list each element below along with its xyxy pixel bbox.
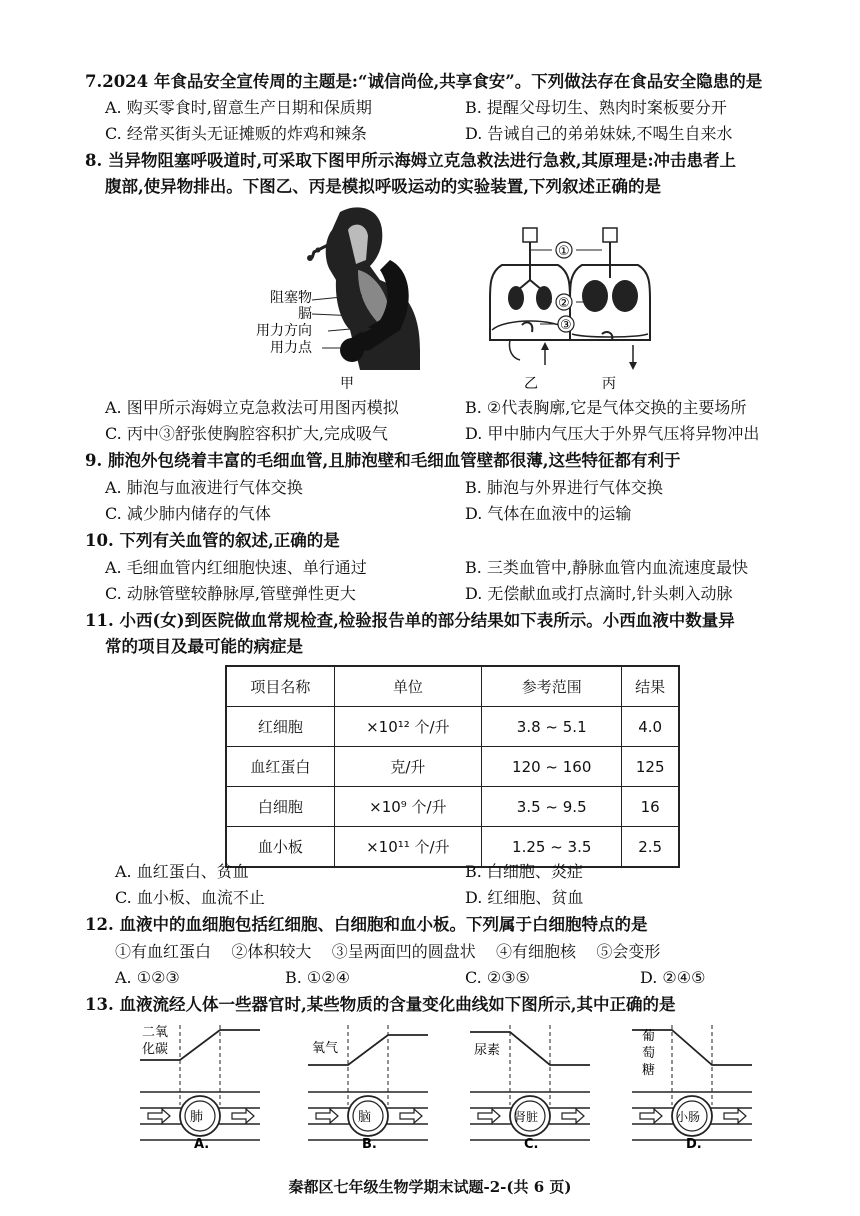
panel-a [140,1025,260,1150]
label-force-direction: 用力方向 [256,323,312,339]
q12-option-a: A. ①②③ [115,968,180,987]
q7-option-d: D. 告诫自己的弟弟妹妹,不喝生自来水 [465,124,733,143]
table-cell: 4.0 [622,707,679,747]
panel-d-letter: D. [686,1137,702,1150]
table-row [226,747,679,787]
q9-option-d: D. 气体在血液中的运输 [465,504,632,523]
table-cell: ×10¹¹ 个/升 [334,827,481,868]
panel-c [470,1025,590,1150]
panel-b-letter: B. [362,1137,377,1150]
panel-a-letter: A. [194,1137,210,1150]
q8-stem-line2: 腹部,使异物排出。下图乙、丙是模拟呼吸运动的实验装置,下列叙述正确的是 [105,177,661,196]
panel-a-organ: 肺 [190,1110,204,1125]
q10-option-c: C. 动脉管壁较静脉厚,管壁弹性更大 [105,584,356,603]
table-cell: 120 ~ 160 [482,747,622,787]
panel-c-letter: C. [524,1137,539,1150]
q11-option-c: C. 血小板、血流不止 [115,888,265,907]
q10-option-a: A. 毛细血管内红细胞快速、单行通过 [105,558,367,577]
q7-option-b: B. 提醒父母切生、熟肉时案板要分开 [465,98,727,117]
label-yi: 乙 [524,376,538,392]
table-cell: 125 [622,747,679,787]
table-cell: 2.5 [622,827,679,868]
q11-option-a: A. 血红蛋白、贫血 [115,862,249,881]
label-bing: 丙 [602,376,616,392]
callout-3: ③ [560,318,572,333]
q11-option-d: D. 红细胞、贫血 [465,888,584,907]
panel-b-substance: 氧气 [312,1041,339,1056]
table-cell: 1.25 ~ 3.5 [482,827,622,868]
q10-option-b: B. 三类血管中,静脉血管内血流速度最快 [465,558,749,577]
table-cell: 3.5 ~ 9.5 [482,787,622,827]
q8-option-b: B. ②代表胸廓,它是气体交换的主要场所 [465,398,747,417]
page-footer: 秦都区七年级生物学期末试题-2-(共 6 页) [288,1178,572,1196]
q9-stem: 9. 肺泡外包绕着丰富的毛细血管,且肺泡壁和毛细血管壁都很薄,这些特征都有利于 [85,451,681,470]
table-header-row [226,666,679,707]
table-cell: 克/升 [334,747,481,787]
q9-option-a: A. 肺泡与血液进行气体交换 [105,478,303,497]
bell-jar-bing [570,228,650,392]
panel-c-organ: 肾脏 [514,1110,539,1124]
q12-items: ①有血红蛋白 ②体积较大 ③呈两面凹的圆盘状 ④有细胞核 ⑤会变形 [115,942,661,961]
table-cell: 16 [622,787,679,827]
panel-b-organ: 脑 [358,1110,372,1125]
table-cell: 白细胞 [226,787,334,827]
table-cell: 血小板 [226,827,334,868]
q12-option-c: C. ②③⑤ [465,968,530,987]
q11-stem-line1: 11. 小西(女)到医院做血常规检查,检验报告单的部分结果如下表所示。小西血液中数量异 [85,611,735,630]
table-cell: ×10¹² 个/升 [334,707,481,747]
q7-option-a: A. 购买零食时,留意生产日期和保质期 [105,98,372,117]
q8-option-d: D. 甲中肺内气压大于外界气压将异物冲出 [465,424,760,443]
q8-figure [240,200,660,395]
table-row [226,787,679,827]
q13-figure [140,1020,760,1150]
table-cell: 3.8 ~ 5.1 [482,707,622,747]
label-obstruction: 阻塞物 [270,290,312,306]
table-header-cell: 单位 [334,666,481,707]
panel-b [308,1025,428,1150]
table-row [226,707,679,747]
q12-option-b: B. ①②④ [285,968,350,987]
panel-d-substance-1: 葡 [642,1029,656,1044]
panel-d-substance-3: 糖 [642,1063,656,1078]
table-header-cell: 项目名称 [226,666,334,707]
q11-option-b: B. 白细胞、炎症 [465,862,583,881]
blood-test-table [225,665,680,868]
panel-d [632,1025,752,1150]
label-force-point: 用力点 [270,340,312,356]
label-diaphragm: 膈 [298,306,312,322]
table-row [226,827,679,868]
table-cell: ×10⁹ 个/升 [334,787,481,827]
q9-option-b: B. 肺泡与外界进行气体交换 [465,478,663,497]
label-jia: 甲 [340,376,354,392]
panel-a-substance-2: 化碳 [142,1042,169,1057]
q10-stem: 10. 下列有关血管的叙述,正确的是 [85,531,340,550]
q8-option-a: A. 图甲所示海姆立克急救法可用图丙模拟 [105,398,399,417]
q8-stem-line1: 8. 当异物阻塞呼吸道时,可采取下图甲所示海姆立克急救法进行急救,其原理是:冲击患者上 [85,151,737,170]
q13-stem: 13. 血液流经人体一些器官时,某些物质的含量变化曲线如下图所示,其中正确的是 [85,995,676,1014]
q12-stem: 12. 血液中的血细胞包括红细胞、白细胞和血小板。下列属于白细胞特点的是 [85,915,648,934]
callout-2: ② [558,296,570,311]
panel-d-organ: 小肠 [676,1110,701,1124]
table-cell: 血红蛋白 [226,747,334,787]
table-header-cell: 结果 [622,666,679,707]
q7-stem: 7.2024 年食品安全宣传周的主题是:“诚信尚俭,共享食安”。下列做法存在食品安全隐患的是 [85,72,763,91]
panel-d-substance-2: 萄 [642,1046,656,1061]
table-cell: 红细胞 [226,707,334,747]
callout-1: ① [558,244,570,259]
q10-option-d: D. 无偿献血或打点滴时,针头刺入动脉 [465,584,733,603]
q12-option-d: D. ②④⑤ [640,968,706,987]
heimlich-figure [256,207,420,392]
q9-option-c: C. 减少肺内储存的气体 [105,504,271,523]
q8-option-c: C. 丙中③舒张使胸腔容积扩大,完成吸气 [105,424,388,443]
q11-stem-line2: 常的项目及最可能的病症是 [105,637,303,656]
panel-a-substance: 二氧 [142,1025,169,1040]
panel-c-substance: 尿素 [474,1043,501,1058]
q7-option-c: C. 经常买街头无证摊贩的炸鸡和辣条 [105,124,367,143]
table-header-cell: 参考范围 [482,666,622,707]
